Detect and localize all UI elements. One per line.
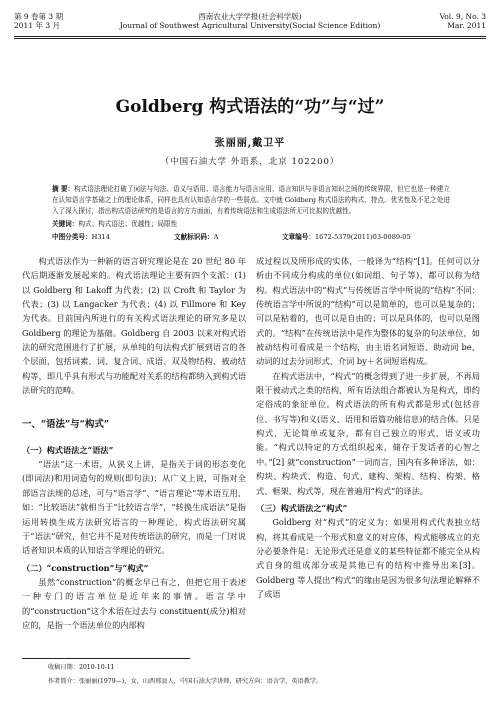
bio-label: 作者简介：	[48, 678, 79, 685]
article-number-label: 文章编号：	[282, 233, 315, 241]
body-paragraph: 构式语法作为一种新的语言研究理论是在 20 世纪 80 年代后期逐渐发展起来的。构式语法理论主要有四个支派：(1) 以 Goldberg 和 Lakoff 为代表；(2) 以 Croft 和 Taylor 为代表；(3) 以 Langacker 为代表；(4) 以 Fillmore 和 Key 为代表。目前国内所进行的有关构式语法理论的研究多是以 Goldberg 的理论为基础。Goldberg 自 2003 以来对构式语法的研究范围进行了扩展，从单纯的句法构式扩展到语言的各个层面，包括词素、词、复合词、成语、双及物结构、被动结构等，即几乎具有形式与功能配对关系的结构都纳入到构式语法研究的范畴。	[22, 256, 246, 396]
abstract	[52, 184, 452, 217]
abstract-text: 构式语法理论打破了词法与句法、语义与语用、语言能力与语言应用、语言知识与非语言知识之间的传统界限，但它也是一种建立在认知语言学基础之上的理论体系，同样也具有认知语言学的一些弱点。文中就 Goldberg 构式语法的构式、特点、优劣性及不足之处进入了深入探讨，指出构式语法研究的是语言的方方面面，有着传统语法和生成语法所无可比拟的优越性。	[52, 185, 450, 215]
journal-name-cn: 西南农业大学学报(社会科学版)	[198, 12, 302, 21]
body-paragraph: Goldberg 对“构式”的定义为：如果用构式代表独立结构，将其看成是一个形式和意义的对应体，构式能够成立的充分必要条件是：无论形式还是意义的某些特征都不能完全从构式自身的组成部分或是其他已有的结构中推导出来[3]。Goldberg 等人提出“构式”的缘由是因为很多句法理论解释不了成语	[256, 517, 480, 599]
body-paragraph: 虽然“construction”的概念早已有之，但把它用于表述一种专门的语言单位是近年来的事情。语言学中的“construction”这个术语在过去与 constituent(成分)相对应的，是指一个语法单位的内部构	[22, 576, 246, 630]
doc-code	[174, 232, 282, 242]
abstract-label: 摘 要：	[52, 185, 75, 193]
issue-date-en: Mar. 2011	[447, 21, 486, 30]
subsection-heading: （一）构式语法之“语法”	[22, 444, 114, 455]
keywords-text: 构式；构式语法；优越性；局限性	[78, 220, 178, 228]
subsection-heading: （三）构式语法之“构式”	[256, 502, 348, 513]
doc-value: A	[213, 233, 219, 241]
received-value: 2010-10-11	[78, 664, 115, 671]
clc-value: H314	[91, 233, 110, 241]
clc-label: 中图分类号：	[52, 233, 92, 241]
bio-text: 张丽丽(1979—)，女，山西邢县人，中国石油大学讲师，研究方向：语言学、英语教学。	[78, 678, 323, 685]
issue-date: 2011 年 3 月	[14, 21, 61, 30]
subsection-heading: （二）“construction”与“构式”	[22, 562, 149, 573]
header-rule-thick	[14, 36, 486, 37]
author-bio	[48, 677, 322, 686]
body-column-left	[22, 254, 246, 632]
clc-code	[52, 232, 174, 242]
volume-issue-en: Vol. 9, No. 3	[439, 12, 486, 21]
keywords-label: 关键词：	[52, 220, 79, 228]
volume-issue: 第 9 卷第 3 期	[14, 12, 64, 21]
keywords	[52, 219, 452, 229]
journal-volume-info-en	[440, 12, 486, 30]
doc-label: 文献标识码：	[174, 233, 214, 241]
article-number	[282, 232, 411, 242]
journal-name-en: Journal of Southwest Agricultural University(Social Science Edition)	[119, 21, 381, 30]
article-title: Goldberg 构式语法的“功”与“过”	[115, 97, 385, 117]
body-column-right	[256, 254, 480, 601]
body-paragraph: “语法”这一术语，从狭义上讲，是指关于词的形态变化(即词法)和用词造句的规则(即句法)；从广义上说，可指对全部语言法规的总述，可与“语言学”、“语言理论”等术语互用，如：“比较语法”就相当于“比较语言学”，“转换生成语法”是指运用转换生成方法研究语言的一种理论，构式语法研究属于“语法”研究，但它并不是对传统语法的研究，而是一门对说话者知识本质的认知语言学理论的研究。	[22, 459, 246, 556]
received-date	[48, 663, 115, 672]
classification-meta	[52, 232, 452, 242]
footnote-rule	[22, 658, 190, 659]
header-rule-thin	[14, 38, 486, 39]
body-paragraph-continued: 成过程以及所形成的实体，一般译为“结构”[1]。任何可以分析由不同成分构成的单位(如词组、句子等)，都可以称为结构。构式语法中的“构式”与传统语言学中所说的“结构”不同：传统语言学中所说的“结构”可以是简单的，也可以是复杂的；可以是粘着的，也可以是自由的；可以是具体的，也可以是图式的。“结构”在传统语法中是作为整体的复杂的句法单位，如被动结构可看成是一个结构，由主语名词短语、助动词 be、动词的过去分词形式、介词 by＋名词短语构成。	[256, 256, 480, 367]
author-affiliation: （中国石油大学 外语系，北京 102200）	[160, 157, 340, 167]
journal-name	[0, 12, 500, 30]
body-paragraph: 在构式语法中，“构式”的概念得到了进一步扩展，不再局限于被动式之类的结构，所有语法组合都被认为是构式，即约定俗成的象征单位。构式语法的所有构式都是形式(包括音位、书写等)和义(语义、语用和语篇功能信息)的结合体。只是构式，无论简单或复杂，都有自己独立的形式、语义或功能。“构式以特定的方式组织起来，储存于发话者的心智之中。”[2] 就“construction”一词而言，国内有多种译法，如：构块、构块式、构造、句式、建构、架构、结构、构架、格式、框架、构式等，现在普遍用“构式”的译法。	[256, 370, 480, 496]
section-heading: 一、“语法”与“构式”	[22, 419, 110, 431]
article-number-value: 1672-5379(2011)03-0089-05	[314, 233, 411, 241]
received-label: 收稿日期：	[48, 664, 79, 671]
article-authors: 张丽丽,戴卫平	[214, 138, 286, 149]
